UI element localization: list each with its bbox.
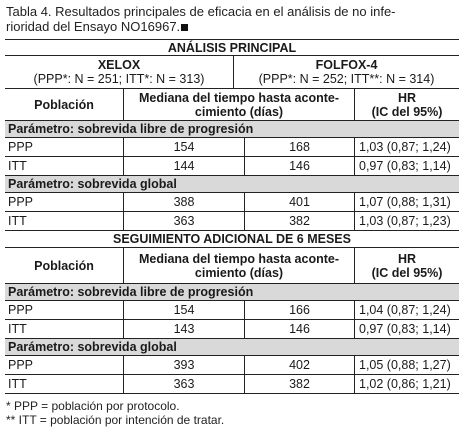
- divider: [354, 193, 355, 211]
- section-title-row: [5, 40, 459, 55]
- divider: [354, 157, 355, 175]
- table-row: [5, 356, 459, 374]
- table-bottom-border: [5, 393, 459, 394]
- table-row: [5, 157, 459, 175]
- col-hr: [355, 89, 459, 120]
- col-hr-line2: (IC del 95%): [371, 104, 443, 119]
- table-row: [5, 193, 459, 211]
- cell-xelox: 144: [173, 159, 195, 173]
- column-header-row: [5, 248, 459, 283]
- table-caption: [6, 4, 458, 34]
- cell-population: PPP: [8, 195, 34, 209]
- divider: [354, 138, 355, 156]
- cell-xelox: 388: [173, 195, 195, 209]
- cell-population: PPP: [8, 140, 34, 154]
- table-row: [5, 212, 459, 230]
- folfox-header: [234, 56, 459, 88]
- cell-folfox: 382: [289, 377, 310, 391]
- folfox-name: FOLFOX-4: [315, 58, 378, 72]
- parameter-row: [5, 339, 459, 355]
- divider: [354, 212, 355, 230]
- divider: [354, 375, 355, 393]
- parameter-row: [5, 176, 459, 192]
- caption-line-1: Tabla 4. Resultados principales de eficacia en el análisis de no infe-: [6, 4, 396, 19]
- col-hr: [355, 248, 459, 283]
- parameter-row: [5, 284, 459, 300]
- cell-folfox: 146: [289, 322, 310, 336]
- table-row: [5, 301, 459, 319]
- cell-folfox: 168: [289, 140, 310, 154]
- cell-population: ITT: [8, 322, 27, 336]
- table-footnotes: [6, 399, 224, 427]
- col-median-line1: Mediana del tiempo hasta aconte-: [138, 251, 340, 266]
- col-median: [124, 89, 354, 120]
- column-header-row: [5, 89, 459, 120]
- divider: [354, 301, 355, 319]
- divider: [354, 356, 355, 374]
- cell-hr: 1,07 (0,88; 1,31): [359, 195, 451, 209]
- col-hr-line1: HR: [397, 90, 417, 105]
- cell-hr: 0,97 (0,83; 1,14): [359, 322, 451, 336]
- table-row: [5, 320, 459, 338]
- col-median-line1: Mediana del tiempo hasta aconte-: [138, 90, 340, 105]
- cell-population: ITT: [8, 377, 27, 391]
- divider: [354, 320, 355, 338]
- cell-hr: 1,02 (0,86; 1,21): [359, 377, 451, 391]
- section-title: SEGUIMIENTO ADICIONAL DE 6 MESES: [112, 232, 351, 246]
- cell-population: PPP: [8, 358, 34, 372]
- cell-folfox: 402: [289, 358, 310, 372]
- parameter-label: Parámetro: sobrevida libre de progresión: [8, 122, 254, 136]
- table-row: [5, 375, 459, 393]
- end-square-icon: [181, 24, 188, 31]
- xelox-n: (PPP*: N = 251; ITT*: N = 313): [33, 72, 205, 86]
- col-population: Población: [34, 258, 94, 273]
- cell-population: PPP: [8, 303, 34, 317]
- parameter-label: Parámetro: sobrevida global: [8, 177, 177, 191]
- cell-hr: 0,97 (0,83; 1,14): [359, 159, 451, 173]
- folfox-n: (PPP*: N = 252; ITT**: N = 314): [258, 72, 435, 86]
- col-hr-line2: (IC del 95%): [371, 265, 443, 280]
- cell-hr: 1,03 (0,87; 1,24): [359, 140, 451, 154]
- caption-line-2-wrap: [6, 19, 458, 34]
- xelox-header: [5, 56, 233, 88]
- parameter-row: [5, 121, 459, 137]
- cell-hr: 1,05 (0,88; 1,27): [359, 358, 451, 372]
- cell-xelox: 143: [173, 322, 195, 336]
- parameter-label: Parámetro: sobrevida libre de progresión: [8, 285, 254, 299]
- cell-xelox: 154: [173, 303, 195, 317]
- cell-population: ITT: [8, 159, 27, 173]
- col-population: Población: [34, 97, 94, 112]
- cell-folfox: 166: [289, 303, 310, 317]
- cell-xelox: 154: [173, 140, 195, 154]
- cell-folfox: 401: [289, 195, 310, 209]
- caption-line-2: rioridad del Ensayo NO16967.: [6, 19, 181, 34]
- cell-hr: 1,03 (0,87; 1,23): [359, 214, 451, 228]
- table-row: [5, 138, 459, 156]
- section-title: ANÁLISIS PRINCIPAL: [167, 40, 297, 55]
- col-median: [124, 248, 354, 283]
- col-median-line2: cimiento (días): [194, 265, 284, 280]
- cell-hr: 1,04 (0,87; 1,24): [359, 303, 451, 317]
- parameter-label: Parámetro: sobrevida global: [8, 340, 177, 354]
- cell-xelox: 363: [173, 214, 195, 228]
- cell-xelox: 363: [173, 377, 195, 391]
- footnote-ppp: * PPP = población por protocolo.: [6, 399, 180, 413]
- section-title-row: [5, 231, 459, 247]
- cell-xelox: 393: [173, 358, 195, 372]
- col-median-line2: cimiento (días): [194, 104, 284, 119]
- footnote-itt: ** ITT = población por intención de tratar.: [6, 413, 225, 427]
- xelox-name: XELOX: [97, 58, 141, 72]
- cell-folfox: 382: [289, 214, 310, 228]
- cell-folfox: 146: [289, 159, 310, 173]
- cell-population: ITT: [8, 214, 27, 228]
- col-hr-line1: HR: [397, 251, 417, 266]
- arms-header-row: [5, 56, 459, 88]
